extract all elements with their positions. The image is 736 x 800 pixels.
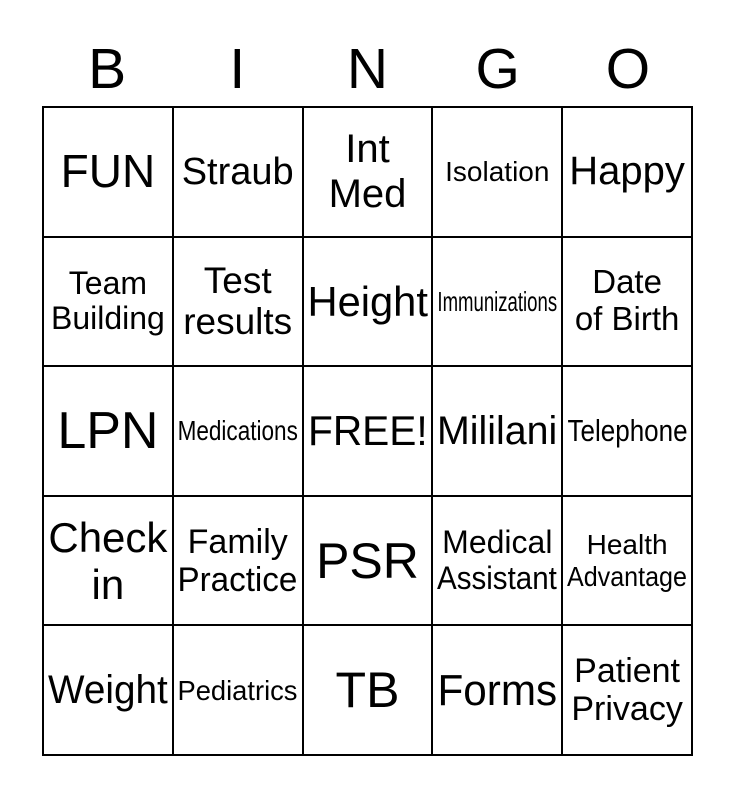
header-letter-g: G (475, 37, 520, 101)
cell-text-line: Mililani (437, 408, 558, 453)
cell-text-line: Telephone (567, 412, 688, 448)
bingo-cell-r3c2[interactable] (173, 366, 303, 496)
cell-text-line: Medications (177, 415, 298, 447)
cell-text-line: FUN (60, 145, 156, 198)
cell-text-line: Health (586, 529, 668, 561)
bingo-header (42, 38, 693, 100)
cell-text-line: Date (592, 263, 662, 301)
cell-text-line: Team (68, 264, 148, 301)
cell-text-line: Test (203, 259, 272, 301)
cell-text-line: Building (50, 300, 165, 337)
bingo-cell-r3c1[interactable] (43, 366, 173, 496)
bingo-cell-r4c3[interactable] (303, 496, 433, 626)
cell-text-line: Practice (177, 560, 298, 599)
header-letter-i: I (229, 37, 246, 101)
bingo-cell-r5c3[interactable] (303, 625, 433, 755)
cell-text-line: Isolation (445, 156, 550, 188)
bingo-cell-r1c3[interactable] (303, 107, 433, 237)
bingo-cell-r1c5[interactable] (562, 107, 692, 237)
cell-text-line: in (91, 560, 125, 608)
cell-text-line: Immunizations (437, 285, 558, 317)
bingo-cell-r5c5[interactable] (562, 625, 692, 755)
bingo-cell-r2c2[interactable] (173, 237, 303, 367)
bingo-cell-r1c4[interactable] (432, 107, 562, 237)
cell-text-line: PSR (316, 532, 419, 589)
cell-text-line: Pediatrics (177, 674, 298, 706)
bingo-cell-r3c3-free-space[interactable] (303, 366, 433, 496)
bingo-cell-r2c3[interactable] (303, 237, 433, 367)
cell-text-line: of Birth (574, 300, 680, 338)
bingo-cell-r3c4[interactable] (432, 366, 562, 496)
cell-text-line: Forms (437, 665, 558, 715)
bingo-cell-r2c1[interactable] (43, 237, 173, 367)
bingo-cell-r5c2[interactable] (173, 625, 303, 755)
cell-text-line: Advantage (567, 560, 688, 592)
cell-text-line: Weight (47, 667, 168, 712)
bingo-cell-r1c2[interactable] (173, 107, 303, 237)
cell-text-line: Family (187, 522, 288, 561)
header-letter-b: B (88, 37, 127, 101)
bingo-cell-r2c4[interactable] (432, 237, 562, 367)
cell-text-line: LPN (57, 401, 159, 460)
cell-text-line: Patient (574, 652, 681, 691)
cell-text-line: Med (328, 171, 407, 216)
bingo-cell-r2c5[interactable] (562, 237, 692, 367)
header-letter-o: O (605, 37, 651, 101)
bingo-cell-r3c5[interactable] (562, 366, 692, 496)
cell-text-line: Assistant (437, 559, 558, 596)
cell-text-line: Medical (442, 523, 553, 560)
bingo-cell-r4c1[interactable] (43, 496, 173, 626)
cell-text-line: TB (335, 662, 400, 719)
bingo-grid (42, 106, 693, 756)
bingo-cell-r4c5[interactable] (562, 496, 692, 626)
cell-text-line: FREE! (307, 407, 428, 455)
cell-text-line: Check (48, 513, 168, 561)
bingo-cell-r1c1[interactable] (43, 107, 173, 237)
cell-text-line: Straub (181, 150, 294, 193)
bingo-cell-r5c4[interactable] (432, 625, 562, 755)
header-letter-n: N (346, 37, 389, 101)
bingo-cell-r4c4[interactable] (432, 496, 562, 626)
bingo-cell-r4c2[interactable] (173, 496, 303, 626)
cell-text-line: Height (307, 277, 428, 325)
cell-text-line: Happy (569, 149, 685, 194)
cell-text-line: Privacy (571, 690, 683, 729)
bingo-cell-r5c1[interactable] (43, 625, 173, 755)
cell-text-line: results (183, 301, 293, 343)
cell-text-line: Int (345, 127, 390, 171)
